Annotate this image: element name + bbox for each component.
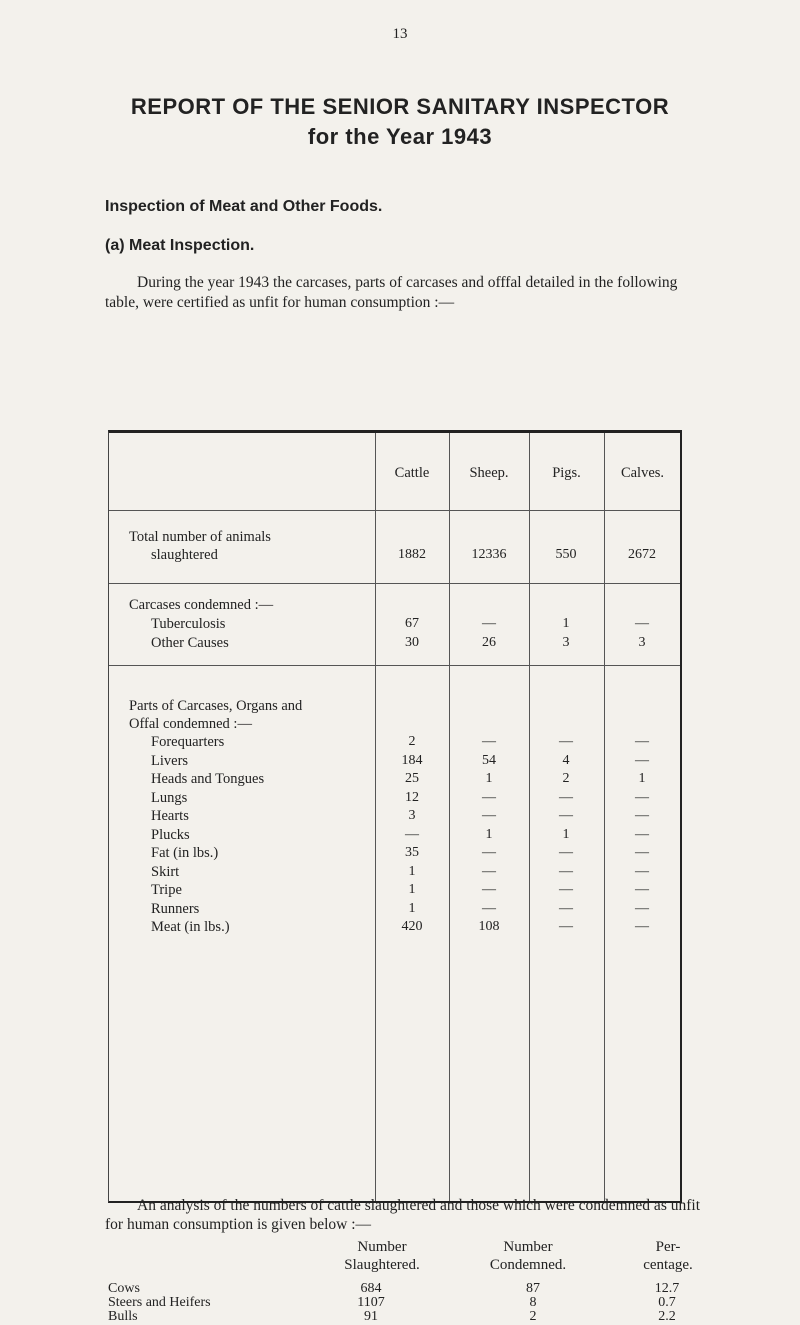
analysis-header-percentage xyxy=(618,1238,718,1274)
table-cell: 4 xyxy=(562,752,570,768)
analysis-condemned: 8 xyxy=(529,1295,537,1310)
analysis-slaughtered: 91 xyxy=(364,1309,378,1324)
table-cell: — xyxy=(405,826,419,842)
header-sheep: Sheep. xyxy=(469,465,509,481)
table-cell: — xyxy=(559,734,573,749)
row-label: Livers xyxy=(151,752,189,769)
analysis-header-line: Condemned. xyxy=(489,1257,567,1273)
analysis-header-line: centage. xyxy=(643,1257,693,1273)
table-cell: — xyxy=(559,808,573,823)
intro-paragraph xyxy=(105,273,690,313)
row-divider xyxy=(109,510,680,511)
analysis-header-slaughtered xyxy=(322,1238,442,1274)
analysis-percentage: 0.7 xyxy=(658,1295,676,1310)
table-cell: — xyxy=(482,616,496,631)
table-cell: — xyxy=(482,845,496,860)
analysis-paragraph xyxy=(105,1196,705,1234)
table-cell: 2 xyxy=(408,734,416,749)
table-cell: 3 xyxy=(638,635,646,650)
row-label: Tuberculosis xyxy=(151,616,226,632)
row-label: Tripe xyxy=(151,882,182,898)
table-cell: — xyxy=(482,900,496,916)
table-cell: 35 xyxy=(405,845,419,860)
table-cell: — xyxy=(635,919,649,934)
header-calves: Calves. xyxy=(620,465,665,481)
row-label: Fat (in lbs.) xyxy=(151,845,219,861)
table-cell: — xyxy=(635,826,649,842)
analysis-header-line: Slaughtered. xyxy=(344,1257,420,1273)
table-cell: 54 xyxy=(482,752,496,768)
row-divider xyxy=(109,583,680,584)
table-cell: — xyxy=(482,789,496,805)
row-label: Lungs xyxy=(151,789,188,806)
table-cell: 30 xyxy=(405,635,419,650)
table-cell: 1 xyxy=(408,900,416,916)
header-pigs: Pigs. xyxy=(552,465,581,481)
report-title xyxy=(0,92,800,152)
analysis-condemned: 87 xyxy=(526,1281,540,1296)
row-label: Hearts xyxy=(151,808,189,824)
table-cell: — xyxy=(559,789,573,805)
table-cell: — xyxy=(559,845,573,860)
row-label: Runners xyxy=(151,900,200,917)
analysis-header-line: Per- xyxy=(655,1239,681,1255)
table-cell: — xyxy=(635,616,649,631)
analysis-percentage: 12.7 xyxy=(654,1281,680,1296)
intro-text: During the year 1943 the carcases, parts of carcases and offfal detailed in the following table, were certified as unfit for human consumption :— xyxy=(105,274,678,311)
row-divider xyxy=(109,665,680,666)
table-cell: — xyxy=(482,882,496,897)
table-cell: 1 xyxy=(638,771,646,786)
row-label: Meat (in lbs.) xyxy=(151,919,230,935)
table-cell: 25 xyxy=(405,771,419,786)
analysis-row-label: Bulls xyxy=(108,1309,138,1324)
table-cell: 2672 xyxy=(628,547,656,562)
table-cell: — xyxy=(482,863,496,879)
table-cell: 67 xyxy=(405,616,419,631)
table-cell: — xyxy=(635,900,649,916)
analysis-slaughtered: 1107 xyxy=(357,1295,385,1310)
table-cell: 420 xyxy=(401,919,423,934)
table-cell: 1882 xyxy=(398,547,426,562)
table-cell: — xyxy=(635,863,649,879)
title-line-1: REPORT OF THE SENIOR SANITARY INSPECTOR xyxy=(130,94,670,119)
table-cell: — xyxy=(635,752,649,768)
title-line-2: for the Year 1943 xyxy=(307,124,493,149)
analysis-header-condemned xyxy=(468,1238,588,1274)
analysis-row-label: Cows xyxy=(108,1281,140,1296)
table-cell: 26 xyxy=(482,635,496,650)
table-cell: 108 xyxy=(478,919,500,934)
table-cell: 3 xyxy=(562,635,570,650)
table-cell: 12 xyxy=(405,789,419,805)
table-cell: 3 xyxy=(408,808,416,823)
row-label: Forequarters xyxy=(151,734,225,750)
table-cell: 2 xyxy=(562,771,570,786)
analysis-row-label: Steers and Heifers xyxy=(108,1295,211,1310)
table-cell: 1 xyxy=(408,882,416,897)
table-cell: — xyxy=(635,808,649,823)
row-label: Heads and Tongues xyxy=(151,771,265,787)
analysis-condemned: 2 xyxy=(529,1309,537,1324)
table-cell: — xyxy=(559,882,573,897)
row-label: Plucks xyxy=(151,826,190,843)
column-divider xyxy=(449,433,450,1201)
table-cell: 12336 xyxy=(471,547,507,562)
table-cell: — xyxy=(482,808,496,823)
row-label: Skirt xyxy=(151,863,180,880)
table-cell: — xyxy=(482,734,496,749)
analysis-percentage: 2.2 xyxy=(658,1309,676,1324)
table-cell: 184 xyxy=(401,752,423,768)
section-label: Carcases condemned :— xyxy=(129,597,274,613)
section-heading: Inspection of Meat and Other Foods. xyxy=(105,198,383,215)
table-cell: — xyxy=(559,919,573,934)
table-cell: — xyxy=(559,900,573,916)
table-cell: 1 xyxy=(562,826,570,842)
column-divider xyxy=(604,433,605,1201)
table-cell: — xyxy=(635,734,649,749)
table-cell: 1 xyxy=(408,863,416,879)
table-cell: 1 xyxy=(485,826,493,842)
meat-inspection-table xyxy=(108,430,682,1203)
header-cattle: Cattle xyxy=(394,465,430,481)
analysis-header-line: Number xyxy=(357,1239,407,1255)
row-label: Total number of animals xyxy=(129,529,271,545)
table-cell: 1 xyxy=(485,771,493,786)
table-cell: — xyxy=(559,863,573,879)
table-cell: 550 xyxy=(555,547,577,562)
table-cell: 1 xyxy=(562,616,570,631)
analysis-header-line: Number xyxy=(503,1239,553,1255)
subsection-heading: (a) Meat Inspection. xyxy=(105,237,255,254)
table-cell: — xyxy=(635,882,649,897)
column-divider xyxy=(529,433,530,1201)
table-cell: — xyxy=(635,845,649,860)
page-number: 13 xyxy=(392,26,408,42)
table-cell: — xyxy=(635,789,649,805)
section-label: Offal condemned :— xyxy=(129,716,252,732)
row-label: slaughtered xyxy=(151,547,218,563)
analysis-slaughtered: 684 xyxy=(360,1281,382,1296)
section-label: Parts of Carcases, Organs and xyxy=(129,698,303,714)
analysis-text: An analysis of the numbers of cattle slaughtered and those which were condemned as unfit for human consumption is given below :— xyxy=(105,1197,700,1233)
row-label: Other Causes xyxy=(151,635,229,651)
